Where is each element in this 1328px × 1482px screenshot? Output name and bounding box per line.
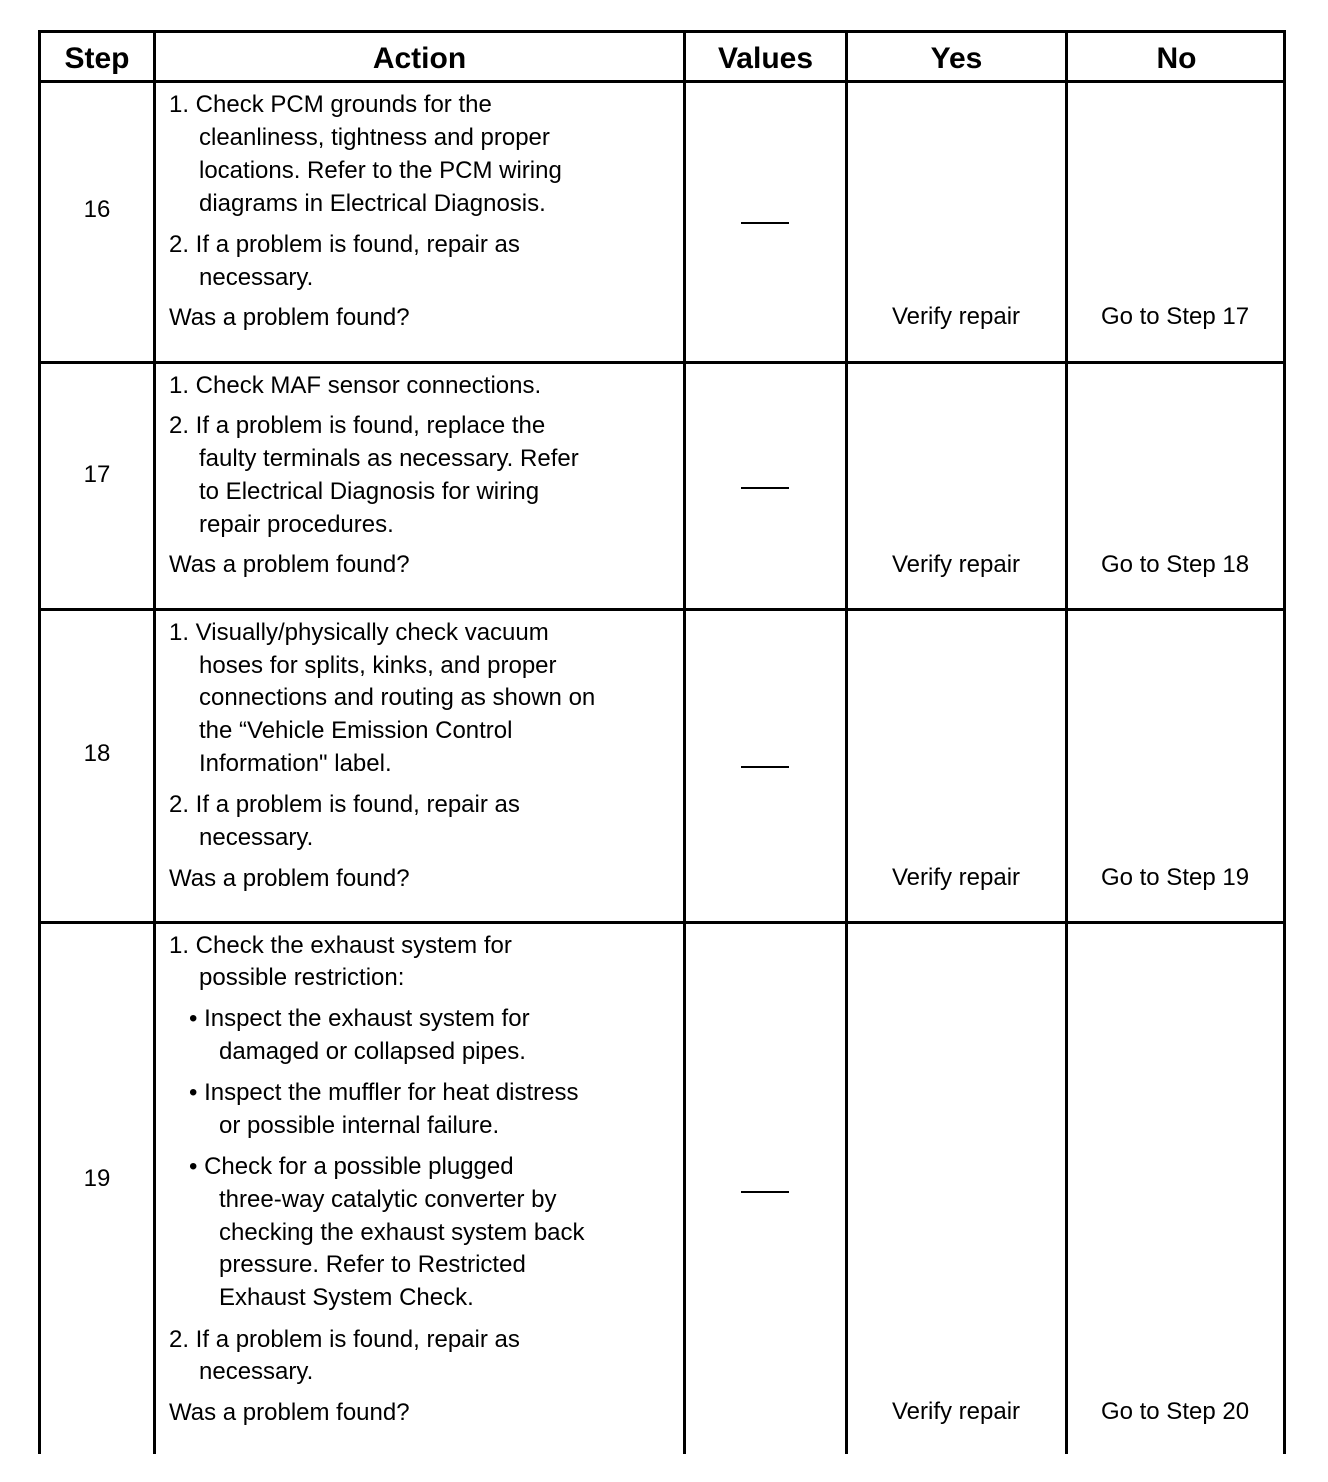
- action-text: 1. Check the exhaust system for: [169, 932, 512, 959]
- action-text: 2. If a problem is found, repair as: [169, 1326, 520, 1353]
- value-dash: [741, 766, 789, 768]
- question-text: Was a problem found?: [169, 865, 410, 892]
- yes-result: Verify repair: [891, 551, 1021, 578]
- action-text: to Electrical Diagnosis for wiring: [199, 478, 540, 505]
- yes-result: Verify repair: [891, 864, 1021, 891]
- action-text: 1. Visually/physically check vacuum: [169, 619, 549, 646]
- value-dash: [741, 487, 789, 489]
- bullet-text: • Inspect the exhaust system for: [189, 1005, 530, 1032]
- action-text: repair procedures.: [199, 511, 394, 538]
- step-number: 16: [83, 196, 111, 223]
- action-text: connections and routing as shown on: [199, 684, 596, 711]
- question-text: Was a problem found?: [169, 304, 410, 331]
- bullet-text: damaged or collapsed pipes.: [219, 1038, 526, 1065]
- question-text: Was a problem found?: [169, 1399, 410, 1426]
- value-dash: [741, 1191, 789, 1193]
- no-result: Go to Step 18: [1100, 551, 1250, 578]
- value-dash: [741, 222, 789, 224]
- action-text: Information" label.: [199, 750, 392, 777]
- column-divider: [153, 33, 156, 1454]
- header-action: Action: [372, 42, 467, 75]
- action-text: 1. Check MAF sensor connections.: [169, 372, 542, 399]
- column-divider: [683, 33, 686, 1454]
- bullet-text: checking the exhaust system back: [219, 1219, 585, 1246]
- bullet-text: • Check for a possible plugged: [189, 1153, 514, 1180]
- step-number: 19: [83, 1165, 111, 1192]
- action-text: necessary.: [199, 1358, 314, 1385]
- action-text: cleanliness, tightness and proper: [199, 124, 550, 151]
- yes-result: Verify repair: [891, 1398, 1021, 1425]
- no-result: Go to Step 20: [1100, 1398, 1250, 1425]
- bullet-text: • Inspect the muffler for heat distress: [189, 1079, 579, 1106]
- action-text: the “Vehicle Emission Control: [199, 717, 513, 744]
- step-number: 17: [83, 461, 111, 488]
- header-no: No: [1156, 42, 1197, 75]
- no-result: Go to Step 19: [1100, 864, 1250, 891]
- bullet-text: or possible internal failure.: [219, 1112, 500, 1139]
- action-text: possible restriction:: [199, 964, 405, 991]
- row-divider: [41, 361, 1283, 364]
- action-text: 2. If a problem is found, replace the: [169, 412, 546, 439]
- column-divider: [845, 33, 848, 1454]
- action-text: 2. If a problem is found, repair as: [169, 231, 520, 258]
- row-divider: [41, 608, 1283, 611]
- question-text: Was a problem found?: [169, 551, 410, 578]
- bullet-text: pressure. Refer to Restricted: [219, 1251, 526, 1278]
- header-values: Values: [717, 42, 814, 75]
- step-number: 18: [83, 740, 111, 767]
- action-text: faulty terminals as necessary. Refer: [199, 445, 579, 472]
- bullet-text: three-way catalytic converter by: [219, 1186, 557, 1213]
- action-text: necessary.: [199, 264, 314, 291]
- action-text: necessary.: [199, 824, 314, 851]
- action-text: diagrams in Electrical Diagnosis.: [199, 190, 546, 217]
- diagnostic-table: [38, 30, 1286, 1454]
- header-step: Step: [64, 42, 130, 75]
- action-text: hoses for splits, kinks, and proper: [199, 652, 557, 679]
- row-divider: [41, 921, 1283, 924]
- action-text: locations. Refer to the PCM wiring: [199, 157, 562, 184]
- bullet-text: Exhaust System Check.: [219, 1284, 474, 1311]
- action-text: 2. If a problem is found, repair as: [169, 791, 520, 818]
- header-yes: Yes: [930, 42, 983, 75]
- action-text: 1. Check PCM grounds for the: [169, 91, 492, 118]
- column-divider: [1065, 33, 1068, 1454]
- no-result: Go to Step 17: [1100, 303, 1250, 330]
- yes-result: Verify repair: [891, 303, 1021, 330]
